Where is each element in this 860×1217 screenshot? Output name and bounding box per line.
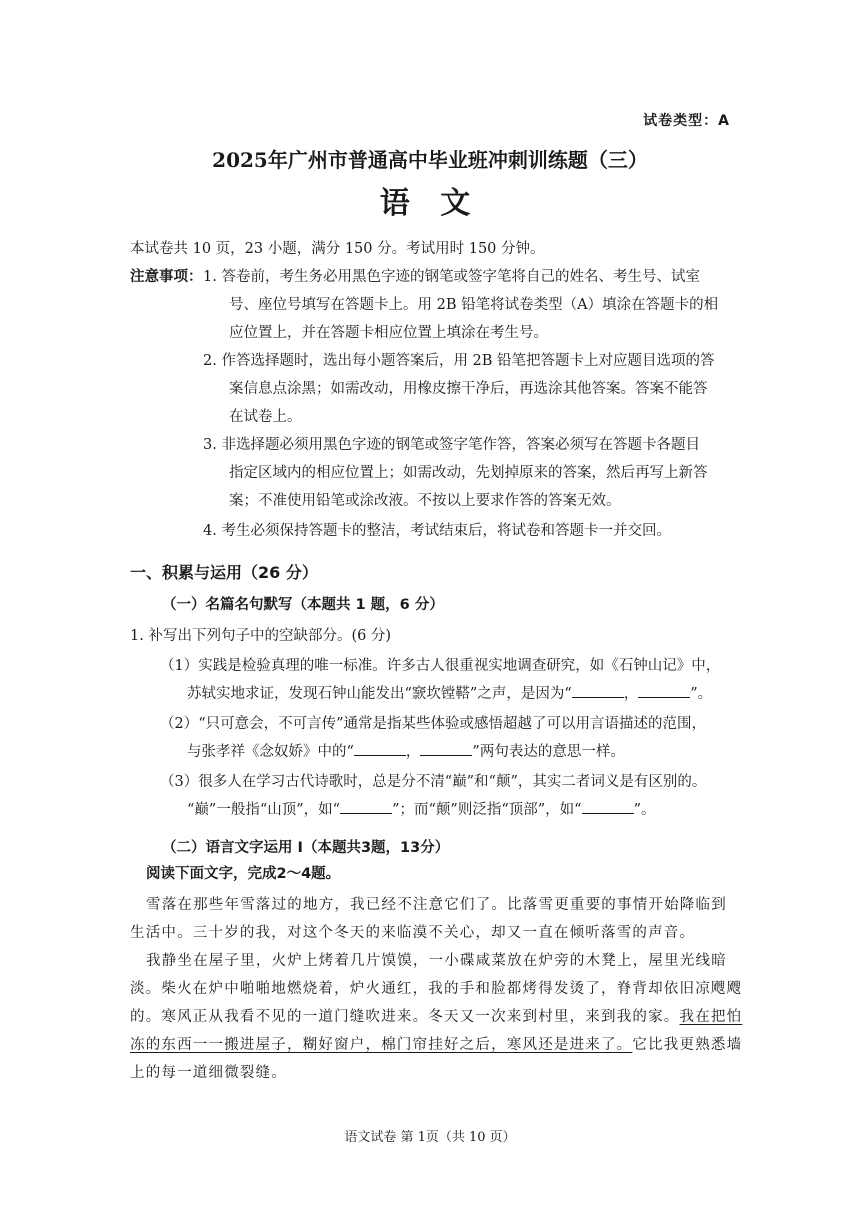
notice-item-4 <box>203 517 671 545</box>
question-1-item-2-cont <box>187 738 625 766</box>
question-1-stem: 1. 补写出下列句子中的空缺部分。(6 分) <box>130 628 392 644</box>
reading-instruction: 阅读下面文字，完成2～4题。 <box>146 866 341 882</box>
passage-line: 我静坐在屋子里，火炉上烤着几片馍馍，一小碟咸菜放在炉旁的木凳上，屋里光线暗 <box>146 953 727 969</box>
notice-item-text: 非选择题必须用黑色字迹的钢笔或签字笔作答，答案必须写在答题卡各题目 <box>221 437 700 453</box>
question-1-item-3-cont <box>187 796 655 824</box>
passage-line: 生活中。三十岁的我，对这个冬天的来临漠不关心，却又一直在倾听落雪的声音。 <box>130 925 696 941</box>
part-heading-2: （二）语言文字运用 Ⅰ（本题共3题，13分） <box>162 840 450 856</box>
item-text: ， <box>623 686 639 702</box>
answer-blank[interactable] <box>354 741 406 756</box>
passage-text: 的。寒风正从我看不见的一道门缝吹进来。冬天又一次来到村里，来到我的家。 <box>130 1009 680 1025</box>
part-heading-1: （一）名篇名句默写（本题共 1 题，6 分） <box>162 597 444 613</box>
underlined-sentence: 冻的东西一一搬进屋子，糊好窗户，棉门帘挂好之后，寒风还是进来了。 <box>130 1037 633 1053</box>
item-text: ”；而“颠”则泛指“顶部”，如“ <box>392 802 582 818</box>
item-text: ， <box>405 744 421 760</box>
notice-item-line: 号、座位号填写在答题卡上。用 2B 铅笔将试卷类型（A）填涂在答题卡的相 <box>229 297 719 313</box>
passage-line <box>130 1031 742 1059</box>
notice-item-num: 2. <box>203 353 217 369</box>
passage-line: 淡。柴火在炉中啪啪地燃烧着，炉火通红，我的手和脸都烤得发烫了，脊背却依旧凉飕飕 <box>130 981 743 997</box>
notice-item-num: 1. <box>203 269 217 285</box>
notice-item-3 <box>203 431 700 459</box>
notice-item-num: 4. <box>203 523 217 539</box>
passage-line: 上的每一道细微裂缝。 <box>130 1065 287 1081</box>
notice-item-2 <box>203 347 715 375</box>
passage-line <box>130 1003 742 1031</box>
page-footer: 语文试卷 第 1页（共 10 页） <box>344 1130 516 1145</box>
notice-item-line: 案信息点涂黑；如需改动，用橡皮擦干净后，再选涂其他答案。答案不能答 <box>229 381 708 397</box>
item-text: ”。 <box>633 802 656 818</box>
notice-label: 注意事项： <box>130 268 203 285</box>
notice-item-line: 案；不准使用铅笔或涂改液。不按以上要求作答的答案无效。 <box>229 493 621 509</box>
notice-item-text: 作答选择题时，选出每小题答案后，用 2B 铅笔把答题卡上对应题目选项的答 <box>221 353 715 369</box>
exam-intro: 本试卷共 10 页，23 小题，满分 150 分。考试用时 150 分钟。 <box>130 241 545 257</box>
question-1-item-1: （1）实践是检验真理的唯一标准。许多古人很重视实地调查研究，如《石钟山记》中， <box>160 658 721 674</box>
notice-item-line: 在试卷上。 <box>229 409 302 425</box>
question-1-item-3: （3）很多人在学习古代诗歌时，总是分不清“巅”和“颠”，其实二者词义是有区别的。 <box>160 774 707 790</box>
answer-blank[interactable] <box>340 799 392 814</box>
passage-text: 它比我更熟悉墙 <box>632 1037 743 1053</box>
paper-type-label: 试卷类型：A <box>643 113 730 129</box>
notice-item-1 <box>203 263 700 291</box>
answer-blank[interactable] <box>638 683 690 698</box>
notice-item-text: 考生必须保持答题卡的整洁，考试结束后，将试卷和答题卡一并交回。 <box>221 523 671 539</box>
section-heading: 一、积累与运用（26 分） <box>130 563 318 582</box>
question-1-item-2: （2）“只可意会，不可言传”通常是指某些体验或感悟超越了可以用言语描述的范围， <box>160 716 707 732</box>
item-text: ”。 <box>690 686 713 702</box>
item-text: ”两句表达的意思一样。 <box>472 744 625 760</box>
notice-item-line: 应位置上，并在答题卡相应位置上填涂在考生号。 <box>229 325 548 341</box>
exam-title: 2025年广州市普通高中毕业班冲刺训练题（三） <box>212 148 648 172</box>
item-text: 与张孝祥《念奴娇》中的“ <box>187 744 354 760</box>
underlined-sentence: 我在把怕 <box>679 1009 743 1025</box>
notice-item-num: 3. <box>203 437 217 453</box>
answer-blank[interactable] <box>582 799 634 814</box>
answer-blank[interactable] <box>420 741 472 756</box>
passage-line: 雪落在那些年雪落过的地方，我已经不注意它们了。比落雪更重要的事情开始降临到 <box>146 897 727 913</box>
question-1-item-1-cont <box>187 680 712 708</box>
item-text: “巅”一般指“山顶”，如“ <box>187 802 341 818</box>
notice-item-line: 指定区域内的相应位置上；如需改动，先划掉原来的答案，然后再写上新答 <box>229 465 708 481</box>
subject-title: 语 文 <box>379 186 481 221</box>
answer-blank[interactable] <box>572 683 624 698</box>
item-text: 苏轼实地求证，发现石钟山能发出“窾坎镗鞳”之声，是因为“ <box>187 686 572 702</box>
notice-item-text: 答卷前，考生务必用黑色字迹的钢笔或签字笔将自己的姓名、考生号、试室 <box>221 269 700 285</box>
